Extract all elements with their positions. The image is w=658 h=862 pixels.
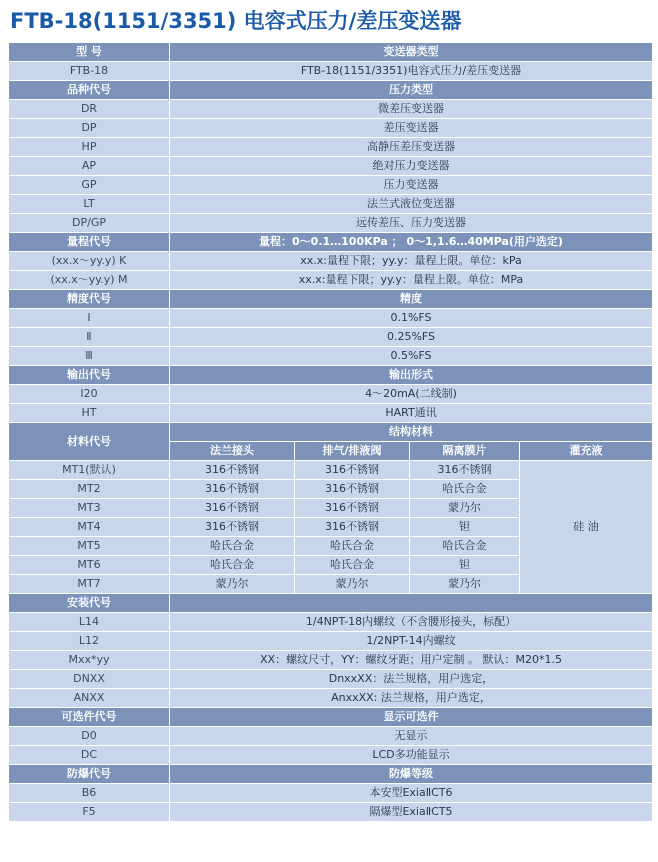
options-code: DC (9, 746, 170, 765)
output-code: I20 (9, 385, 170, 404)
install-value: DnxxXX：法兰规格，用户选定， (170, 670, 653, 689)
options-header-row (9, 708, 653, 727)
diaphragm-material: 蒙乃尔 (410, 499, 520, 518)
vent-valve-material: 316不锈钢 (295, 518, 410, 537)
vent-valve-material: 哈氏合金 (295, 537, 410, 556)
range-value: xx.x:量程下限；yy.y：量程上限。单位：kPa (170, 252, 653, 271)
diaphragm-material: 钽 (410, 518, 520, 537)
variety-code-header: 品种代号 (9, 81, 170, 100)
table-row (9, 385, 653, 404)
range-code-header: 量程代号 (9, 233, 170, 252)
vent-valve-material: 蒙乃尔 (295, 575, 410, 594)
options-type-header: 显示可选件 (170, 708, 653, 727)
output-value: 4～20mA(二线制) (170, 385, 653, 404)
accuracy-code: Ⅰ (9, 309, 170, 328)
table-row (9, 62, 653, 81)
accuracy-code: Ⅲ (9, 347, 170, 366)
install-code: L14 (9, 613, 170, 632)
model-code-header: 型 号 (9, 43, 170, 62)
variety-code: DP (9, 119, 170, 138)
variety-code: DR (9, 100, 170, 119)
explosion-code-header: 防爆代号 (9, 765, 170, 784)
material-header-row (9, 423, 653, 442)
explosion-value: 本安型ExiaⅡCT6 (170, 784, 653, 803)
flange-material: 316不锈钢 (170, 518, 295, 537)
variety-type-header: 压力类型 (170, 81, 653, 100)
table-row (9, 613, 653, 632)
variety-value: 高静压差压变送器 (170, 138, 653, 157)
vent-valve-material: 哈氏合金 (295, 556, 410, 575)
material-code: MT7 (9, 575, 170, 594)
options-code: D0 (9, 727, 170, 746)
model-type-header: 变送器类型 (170, 43, 653, 62)
flange-material: 哈氏合金 (170, 537, 295, 556)
variety-value: 远传差压、压力变送器 (170, 214, 653, 233)
variety-code: LT (9, 195, 170, 214)
table-row (9, 784, 653, 803)
accuracy-value: 0.25%FS (170, 328, 653, 347)
range-value: xx.x:量程下限；yy.y：量程上限。单位：MPa (170, 271, 653, 290)
variety-header-row (9, 81, 653, 100)
accuracy-code-header: 精度代号 (9, 290, 170, 309)
table-row (9, 689, 653, 708)
table-row (9, 651, 653, 670)
range-code: (xx.x～yy.y) M (9, 271, 170, 290)
material-code: MT3 (9, 499, 170, 518)
accuracy-type-header: 精度 (170, 290, 653, 309)
variety-value: 差压变送器 (170, 119, 653, 138)
table-row (9, 119, 653, 138)
vent-valve-material: 316不锈钢 (295, 461, 410, 480)
flange-material: 316不锈钢 (170, 480, 295, 499)
diaphragm-material: 哈氏合金 (410, 480, 520, 499)
variety-value: 压力变送器 (170, 176, 653, 195)
flange-material: 316不锈钢 (170, 461, 295, 480)
model-code: FTB-18 (9, 62, 170, 81)
explosion-header-row (9, 765, 653, 784)
material-code-header: 材料代号 (9, 423, 170, 461)
material-group-header: 结构材料 (170, 423, 653, 442)
spec-table (8, 42, 653, 822)
table-row (9, 404, 653, 423)
range-code: (xx.x～yy.y) K (9, 252, 170, 271)
install-type-header (170, 594, 653, 613)
accuracy-value: 0.5%FS (170, 347, 653, 366)
table-row (9, 461, 653, 480)
table-row (9, 328, 653, 347)
material-subheader: 排气/排液阀 (295, 442, 410, 461)
diaphragm-material: 钽 (410, 556, 520, 575)
table-row (9, 309, 653, 328)
table-row (9, 252, 653, 271)
install-value: AnxxXX: 法兰规格，用户选定， (170, 689, 653, 708)
flange-material: 蒙乃尔 (170, 575, 295, 594)
material-subheader: 隔离膜片 (410, 442, 520, 461)
explosion-type-header: 防爆等级 (170, 765, 653, 784)
explosion-code: B6 (9, 784, 170, 803)
table-row (9, 746, 653, 765)
install-value: XX：螺纹尺寸，YY：螺纹牙距；用户定制 。 默认：M20*1.5 (170, 651, 653, 670)
model-value: FTB-18(1151/3351)电容式压力/差压变送器 (170, 62, 653, 81)
output-code-header: 输出代号 (9, 366, 170, 385)
explosion-code: F5 (9, 803, 170, 822)
flange-material: 哈氏合金 (170, 556, 295, 575)
material-code: MT1(默认) (9, 461, 170, 480)
table-row (9, 271, 653, 290)
explosion-value: 隔爆型ExiaⅡCT5 (170, 803, 653, 822)
variety-code: AP (9, 157, 170, 176)
accuracy-value: 0.1%FS (170, 309, 653, 328)
output-code: HT (9, 404, 170, 423)
material-code: MT4 (9, 518, 170, 537)
accuracy-code: Ⅱ (9, 328, 170, 347)
model-header-row (9, 43, 653, 62)
material-code: MT2 (9, 480, 170, 499)
material-code: MT5 (9, 537, 170, 556)
table-row (9, 157, 653, 176)
vent-valve-material: 316不锈钢 (295, 499, 410, 518)
install-code: DNXX (9, 670, 170, 689)
table-row (9, 176, 653, 195)
output-type-header: 输出形式 (170, 366, 653, 385)
install-code: ANXX (9, 689, 170, 708)
variety-code: HP (9, 138, 170, 157)
table-row (9, 214, 653, 233)
diaphragm-material: 哈氏合金 (410, 537, 520, 556)
install-code-header: 安装代号 (9, 594, 170, 613)
range-header-row (9, 233, 653, 252)
install-value: 1/4NPT-18内螺纹（不含腰形接头，标配） (170, 613, 653, 632)
options-code-header: 可选件代号 (9, 708, 170, 727)
install-code: Mxx*yy (9, 651, 170, 670)
table-row (9, 347, 653, 366)
variety-value: 绝对压力变送器 (170, 157, 653, 176)
output-header-row (9, 366, 653, 385)
table-row (9, 100, 653, 119)
range-type-header: 量程：0～0.1…100KPa ； 0～1,1.6…40MPa(用户选定) (170, 233, 653, 252)
output-value: HART通讯 (170, 404, 653, 423)
install-value: 1/2NPT-14内螺纹 (170, 632, 653, 651)
vent-valve-material: 316不锈钢 (295, 480, 410, 499)
table-row (9, 138, 653, 157)
options-value: LCD多功能显示 (170, 746, 653, 765)
variety-value: 法兰式液位变送器 (170, 195, 653, 214)
variety-code: GP (9, 176, 170, 195)
variety-code: DP/GP (9, 214, 170, 233)
table-row (9, 803, 653, 822)
install-code: L12 (9, 632, 170, 651)
accuracy-header-row (9, 290, 653, 309)
install-header-row (9, 594, 653, 613)
table-row (9, 670, 653, 689)
material-code: MT6 (9, 556, 170, 575)
table-row (9, 727, 653, 746)
table-row (9, 195, 653, 214)
fill-fluid: 硅 油 (520, 461, 653, 594)
diaphragm-material: 316不锈钢 (410, 461, 520, 480)
table-row (9, 632, 653, 651)
diaphragm-material: 蒙乃尔 (410, 575, 520, 594)
material-subheader: 法兰接头 (170, 442, 295, 461)
options-value: 无显示 (170, 727, 653, 746)
material-subheader: 灌充液 (520, 442, 653, 461)
page-title: FTB-18(1151/3351) 电容式压力/差压变送器 (10, 9, 462, 33)
variety-value: 微差压变送器 (170, 100, 653, 119)
flange-material: 316不锈钢 (170, 499, 295, 518)
